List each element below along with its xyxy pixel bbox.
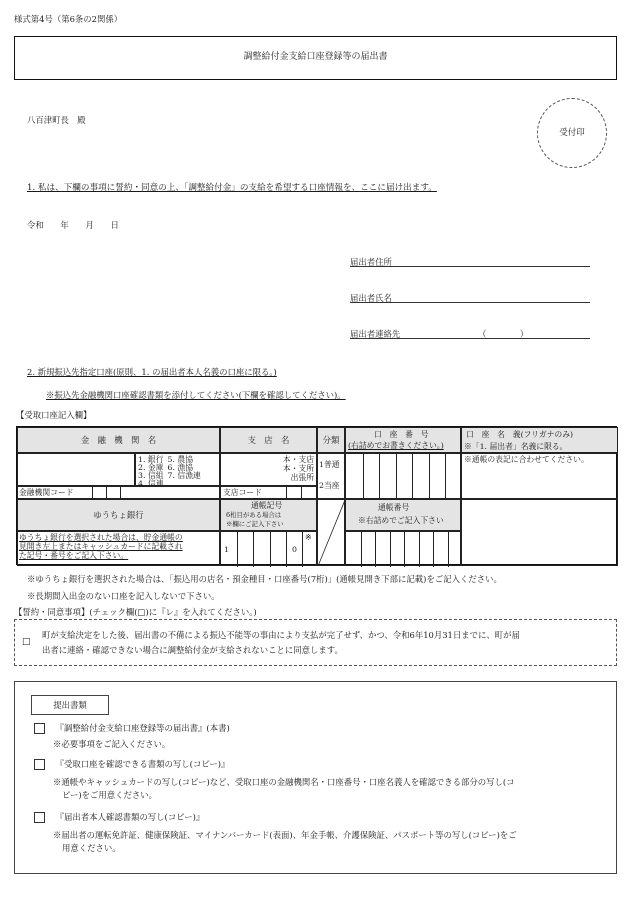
applicant-name-field[interactable]: [350, 302, 590, 303]
digit-divider: [361, 532, 362, 567]
account-type-options[interactable]: 1普通 2当座: [317, 453, 345, 499]
digit-divider: [301, 487, 302, 499]
symbol-prefill-1: 1: [224, 545, 229, 554]
branch-name-header: 支 店 名: [220, 427, 317, 453]
digit-divider: [120, 487, 121, 499]
passbook-number-header: 通帳番号 ※右詰めでご記入下さい: [345, 499, 461, 531]
branch-code-row[interactable]: 支店コード: [220, 486, 317, 499]
bank-name-header: 金 融 機 関 名: [17, 427, 220, 453]
digit-divider: [270, 532, 271, 567]
symbol-prefill-0: 0: [292, 545, 297, 554]
applicant-address-field[interactable]: [350, 266, 590, 267]
doc-item-label: 『届出者本人確認書類の写し(コピー)』: [55, 812, 205, 822]
digit-divider: [396, 454, 397, 500]
attach-note: ※振込先金融機関口座確認書類を添付してください(下欄を確認してください)。: [46, 390, 346, 400]
digit-divider: [404, 532, 405, 567]
yucho-bank-label: ゆうちょ銀行: [17, 499, 220, 531]
passbook-symbol-digits[interactable]: [220, 531, 317, 566]
diagonal-slash-cell: [317, 499, 345, 566]
section1-statement: 1. 私は、下欄の事項に誓約・同意の上、「調整給付金」の支給を希望する口座情報を、ここに届け出ます。: [27, 183, 437, 193]
doc-checkbox-2[interactable]: [34, 759, 45, 770]
digit-divider: [375, 532, 376, 567]
account-holder-header: 口 座 名 義(フリガナのみ): [461, 427, 618, 453]
date-line[interactable]: [27, 220, 119, 231]
digit-divider: [363, 454, 364, 500]
doc-note: ピー)をご用意ください。: [62, 790, 158, 800]
applicant-contact-label: 届出者連絡先: [350, 329, 401, 339]
form-title: 調整給付金支給口座登録等の届出書: [243, 52, 388, 63]
doc-item-1: [34, 723, 230, 734]
branch-name-field[interactable]: 本・支店 本・支所 出張所: [220, 453, 317, 486]
bank-type-options[interactable]: 1. 銀行 5. 農協 2. 金庫 6. 漁協 3. 信組 7. 信漁連 4. 信連: [135, 453, 220, 486]
date-year: 年: [60, 220, 69, 230]
doc-item-2: [34, 759, 229, 770]
doc-note: 用意ください。: [62, 843, 121, 853]
symbol-prefill-mark: ※: [305, 533, 312, 542]
doc-note: ※届出者の運転免許証、健康保険証、マイナンバーカード(表面)、年金手帳、介護保険証、パスポート等の写し(コピー)をご: [53, 830, 517, 840]
doc-note: ※通帳やキャッシュカードの写し(コピー)など、受取口座の金融機関名・口座番号・口座名義人を確認できる部分の写し(コ: [53, 777, 515, 787]
digit-divider: [286, 532, 287, 567]
doc-item-label: 『調整給付金支給口座登録等の届出書』(本書): [55, 723, 230, 733]
pledge-checkbox[interactable]: □: [22, 637, 31, 647]
digit-divider: [412, 454, 413, 500]
addressee: 八百津町長 殿: [27, 115, 86, 125]
applicant-contact-paren: （ ）: [478, 329, 529, 339]
digit-divider: [445, 454, 446, 500]
bank-code-row[interactable]: 金融機関コード: [17, 486, 220, 499]
pledge-text-line1: 町が支給決定をした後、届出書の不備による振込不能等の事由により支払が完了せず、かつ、令和6年10月31日までに、町が届: [42, 630, 520, 640]
reception-stamp-area: [537, 98, 607, 168]
account-holder-field[interactable]: [461, 442, 618, 499]
digit-divider: [448, 532, 449, 567]
applicant-contact-field[interactable]: [350, 338, 590, 339]
yucho-note-cell: ゆうちょ銀行を選択された場合は、貯金通帳の 見開き左上またはキャッシュカードに記載され た記号・番号をご記入下さい。: [17, 531, 220, 566]
digit-divider: [106, 487, 107, 499]
stamp-label: 受付印: [559, 127, 585, 138]
digit-divider: [302, 532, 303, 567]
pledge-heading: 【誓約・同意事項】(チェック欄(□)に『レ』を入れてください。): [14, 607, 257, 617]
bank-name-field[interactable]: [17, 453, 135, 486]
doc-checkbox-3[interactable]: [34, 812, 45, 823]
date-day: 日: [110, 220, 119, 230]
account-type-header: 分類: [317, 427, 345, 453]
digit-divider: [92, 487, 93, 499]
blank-holder-cell: [461, 499, 618, 566]
account-table: [16, 426, 617, 565]
doc-item-label: 『受取口座を確認できる書類の写し(コピー)』: [55, 759, 230, 769]
documents-panel: [14, 681, 617, 874]
date-era: 令和: [27, 220, 44, 230]
note-yucho: ※ゆうちょ銀行を選択された場合は、「振込用の店名・預金種目・口座番号(7桁)」(通帳見開き下部に記載)をご記入ください。: [27, 574, 502, 584]
account-number-digits[interactable]: [345, 453, 461, 499]
applicant-address-label: 届出者住所: [350, 257, 392, 267]
digit-divider: [433, 532, 434, 567]
passbook-symbol-header: 通帳記号 6桁目がある場合は ※欄にご記入下さい: [220, 499, 317, 531]
digit-divider: [390, 532, 391, 567]
account-table-label: 【受取口座記入欄】: [16, 410, 92, 420]
holder-note-2: ※通帳の表記に合わせてください。: [464, 455, 589, 464]
doc-checkbox-1[interactable]: [34, 723, 45, 734]
form-number: 様式第4号（第6条の2関係）: [14, 14, 123, 24]
pledge-box: [14, 619, 617, 666]
account-number-header: 口 座 番 号 (右詰めでお書きください。): [345, 427, 461, 453]
doc-item-3: [34, 812, 204, 823]
form-title-box: [14, 36, 617, 80]
digit-divider: [379, 454, 380, 500]
note-longterm: ※長期間入出金のない口座を記入しないで下さい。: [27, 591, 220, 601]
digit-divider: [286, 487, 287, 499]
documents-title: 提出書類: [31, 695, 109, 715]
pledge-text-line2: 出者に連絡・確認できない場合に調整給付金が支給されないことに同意します。: [42, 645, 343, 655]
digit-divider: [419, 532, 420, 567]
section2-heading: 2. 新規振込先指定口座(原則、1. の届出者本人名義の口座に限る。): [27, 367, 277, 377]
digit-divider: [253, 532, 254, 567]
applicant-name-label: 届出者氏名: [350, 293, 392, 303]
doc-note: ※必要事項をご記入ください。: [53, 739, 171, 749]
digit-divider: [237, 532, 238, 567]
passbook-number-digits[interactable]: [345, 531, 461, 566]
digit-divider: [429, 454, 430, 500]
holder-note-1: ※「1. 届出者」名義に限る。: [464, 442, 568, 451]
date-month: 月: [85, 220, 94, 230]
